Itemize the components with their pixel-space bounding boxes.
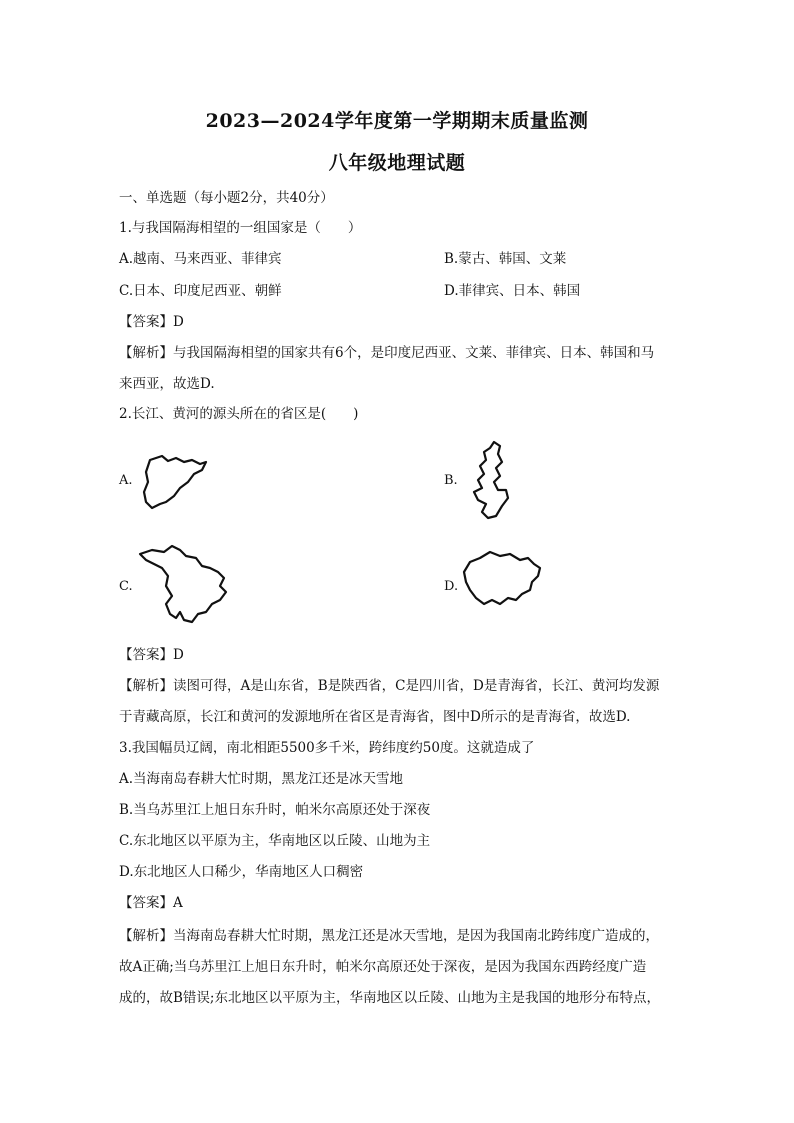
- q1-option-c: C.日本、印度尼西亚、朝鲜: [119, 283, 282, 299]
- q3-option-c: C.东北地区以平原为主，华南地区以丘陵、山地为主: [119, 833, 431, 849]
- q3-stem: 3.我国幅员辽阔，南北相距5500多千米，跨纬度约50度。这就造成了: [119, 740, 535, 756]
- q1-answer: 【答案】D: [119, 314, 184, 330]
- q2-stem: 2.长江、黄河的源头所在的省区是( ): [119, 406, 359, 422]
- q1-option-b: B.蒙古、韩国、文莱: [444, 251, 567, 267]
- q1-option-a: A.越南、马来西亚、菲律宾: [119, 251, 282, 267]
- q2-option-b-label: B.: [444, 473, 458, 488]
- qinghai-map-outline: [460, 548, 546, 612]
- shandong-map-outline: [140, 452, 210, 514]
- q3-option-a: A.当海南岛春耕大忙时期，黑龙江还是冰天雪地: [119, 771, 404, 787]
- q1-analysis-line-1: 【解析】与我国隔海相望的国家共有6个，是印度尼西亚、文莱、菲律宾、日本、韩国和马: [119, 345, 655, 361]
- q2-analysis-line-1: 【解析】读图可得，A是山东省，B是陕西省，C是四川省，D是青海省，长江、黄河均发源: [119, 678, 660, 694]
- q2-analysis-line-2: 于青藏高原，长江和黄河的发源地所在省区是青海省，图中D所示的是青海省，故选D.: [119, 709, 631, 725]
- exam-title: 2023—2024学年度第一学期期末质量监测: [205, 110, 589, 132]
- q2-option-d-label: D.: [444, 579, 459, 594]
- q1-analysis-line-2: 来西亚，故选D.: [119, 376, 215, 392]
- q1-stem: 1.与我国隔海相望的一组国家是（ ）: [119, 220, 362, 236]
- shaanxi-map-outline: [466, 438, 516, 522]
- section-heading: 一、单选题（每小题2分，共40分）: [119, 190, 334, 206]
- sichuan-map-outline: [136, 542, 236, 628]
- q3-analysis-line-3: 成的，故B错误;东北地区以平原为主，华南地区以丘陵、山地为主是我国的地形分布特点，: [119, 990, 660, 1006]
- q3-answer: 【答案】A: [119, 895, 183, 911]
- q3-option-b: B.当乌苏里江上旭日东升时，帕米尔高原还处于深夜: [119, 802, 431, 818]
- q3-analysis-line-2: 故A正确;当乌苏里江上旭日东升时，帕米尔高原还处于深夜，是因为我国东西跨经度广造: [119, 959, 647, 975]
- q2-option-a-label: A.: [119, 473, 133, 488]
- q3-analysis-line-1: 【解析】当海南岛春耕大忙时期，黑龙江还是冰天雪地，是因为我国南北跨纬度广造成的，: [119, 928, 659, 944]
- q1-option-d: D.菲律宾、日本、韩国: [444, 283, 581, 299]
- exam-subtitle: 八年级地理试题: [328, 152, 466, 174]
- q3-option-d: D.东北地区人口稀少，华南地区人口稠密: [119, 864, 364, 880]
- q2-option-c-label: C.: [119, 579, 133, 594]
- q2-answer: 【答案】D: [119, 647, 184, 663]
